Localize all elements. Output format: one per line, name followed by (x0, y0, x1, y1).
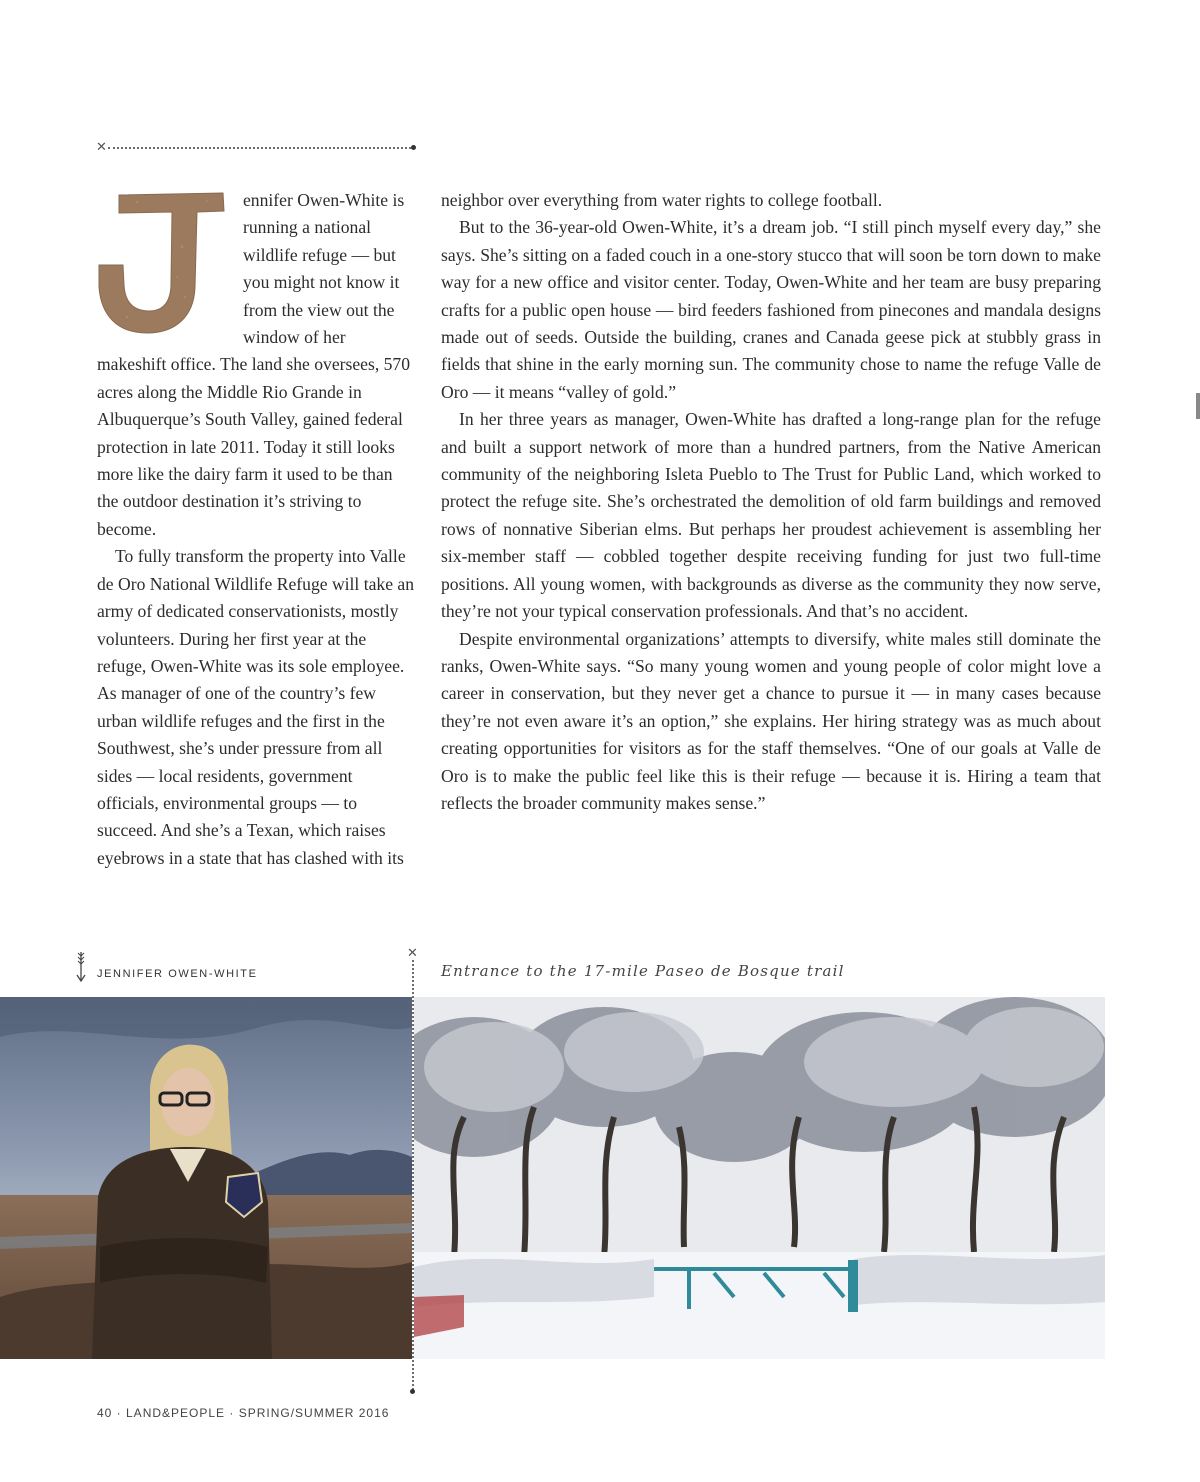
arrow-down-icon (76, 952, 86, 982)
dot-icon (411, 145, 416, 150)
dropcap-letter-j (97, 187, 235, 337)
paragraph: In her three years as manager, Owen-White has drafted a long-range plan for the refuge and built a support network of more than a hundred partners, from the Native American community of the neighboring Isleta Pueblo to The Trust for Public Land, which worked to protect the refuge site. She’s orchestrated the demolition of old farm buildings and removed rows of nonnative Siberian elms. But perhaps her proudest achievement is assembling her six-member staff — cobbled together despite receiving funding for just two full-time positions. All young women, with backgrounds as diverse as the community they now serve, they’re not your typical conservation professionals. And that’s no accident. (441, 409, 1101, 622)
paragraph: neighbor over everything from water rights to college football. (441, 190, 883, 210)
x-mark-icon: ✕ (96, 140, 107, 155)
page-edge-mark (1196, 393, 1200, 419)
article-left-column (97, 187, 415, 872)
snowy-trail-entrance-photo (414, 997, 1105, 1359)
paragraph: To fully transform the property into Valle de Oro National Wildlife Refuge will take an army of dedicated conservationists, mostly volunteers. During her first year at the refuge, Owen-White was its sole employee. As manager of one of the country’s few urban wildlife refuges and the first in the Southwest, she’s under pressure from all sides — local residents, government officials, environmental groups — to succeed. And she’s a Texan, which raises eyebrows in a state that has clashed with its (97, 546, 415, 868)
paragraph: ennifer Owen-White is running a national wildlife refuge — but you might not know it from the view out the window of her makeshift office. The land she oversees, 570 acres along the Middle Rio Grande in Albuquerque’s South Valley, gained federal protection in late 2011. Today it still looks more like the dairy farm it used to be than the outdoor destination it’s striving to become. (97, 190, 411, 539)
paragraph: But to the 36-year-old Owen-White, it’s a dream job. “I still pinch myself every day,” she says. She’s sitting on a faded couch in a one-story stucco that will soon be torn down to make way for a new office and visitor center. Today, Owen-White and her team are busy preparing crafts for a public open house — bird feeders fashioned from pinecones and mandala designs made out of seeds. Outside the building, cranes and Canada geese pick at stubbly grass in fields that shine in the early morning sun. The community chose to name the refuge Valle de Oro — it means “valley of gold.” (441, 217, 1101, 402)
photo-caption-portrait: JENNIFER OWEN-WHITE (97, 968, 258, 980)
paragraph: Despite environmental organizations’ attempts to diversify, white males still dominate the ranks, Owen-White says. “So many young women and young people of color might love a career in conservation, but they never get a chance to pursue it — in many cases because they’re not even aware it’s an option,” she explains. Her hiring strategy was as much about creating opportunities for visitors as for the staff themselves. “One of our goals at Valle de Oro is to make the public feel like this is their refuge — because it is. Hiring a team that reflects the broader community makes sense.” (441, 628, 1101, 813)
x-mark-icon: ✕ (407, 946, 418, 961)
article-right-column (441, 187, 1101, 817)
dot-icon (410, 1389, 415, 1394)
top-dotted-rule (108, 147, 411, 151)
portrait-photo (0, 997, 412, 1359)
page-folio: 40 · LAND&PEOPLE · SPRING/SUMMER 2016 (97, 1406, 390, 1420)
photo-caption-trail: Entrance to the 17-mile Paseo de Bosque trail (441, 962, 845, 980)
